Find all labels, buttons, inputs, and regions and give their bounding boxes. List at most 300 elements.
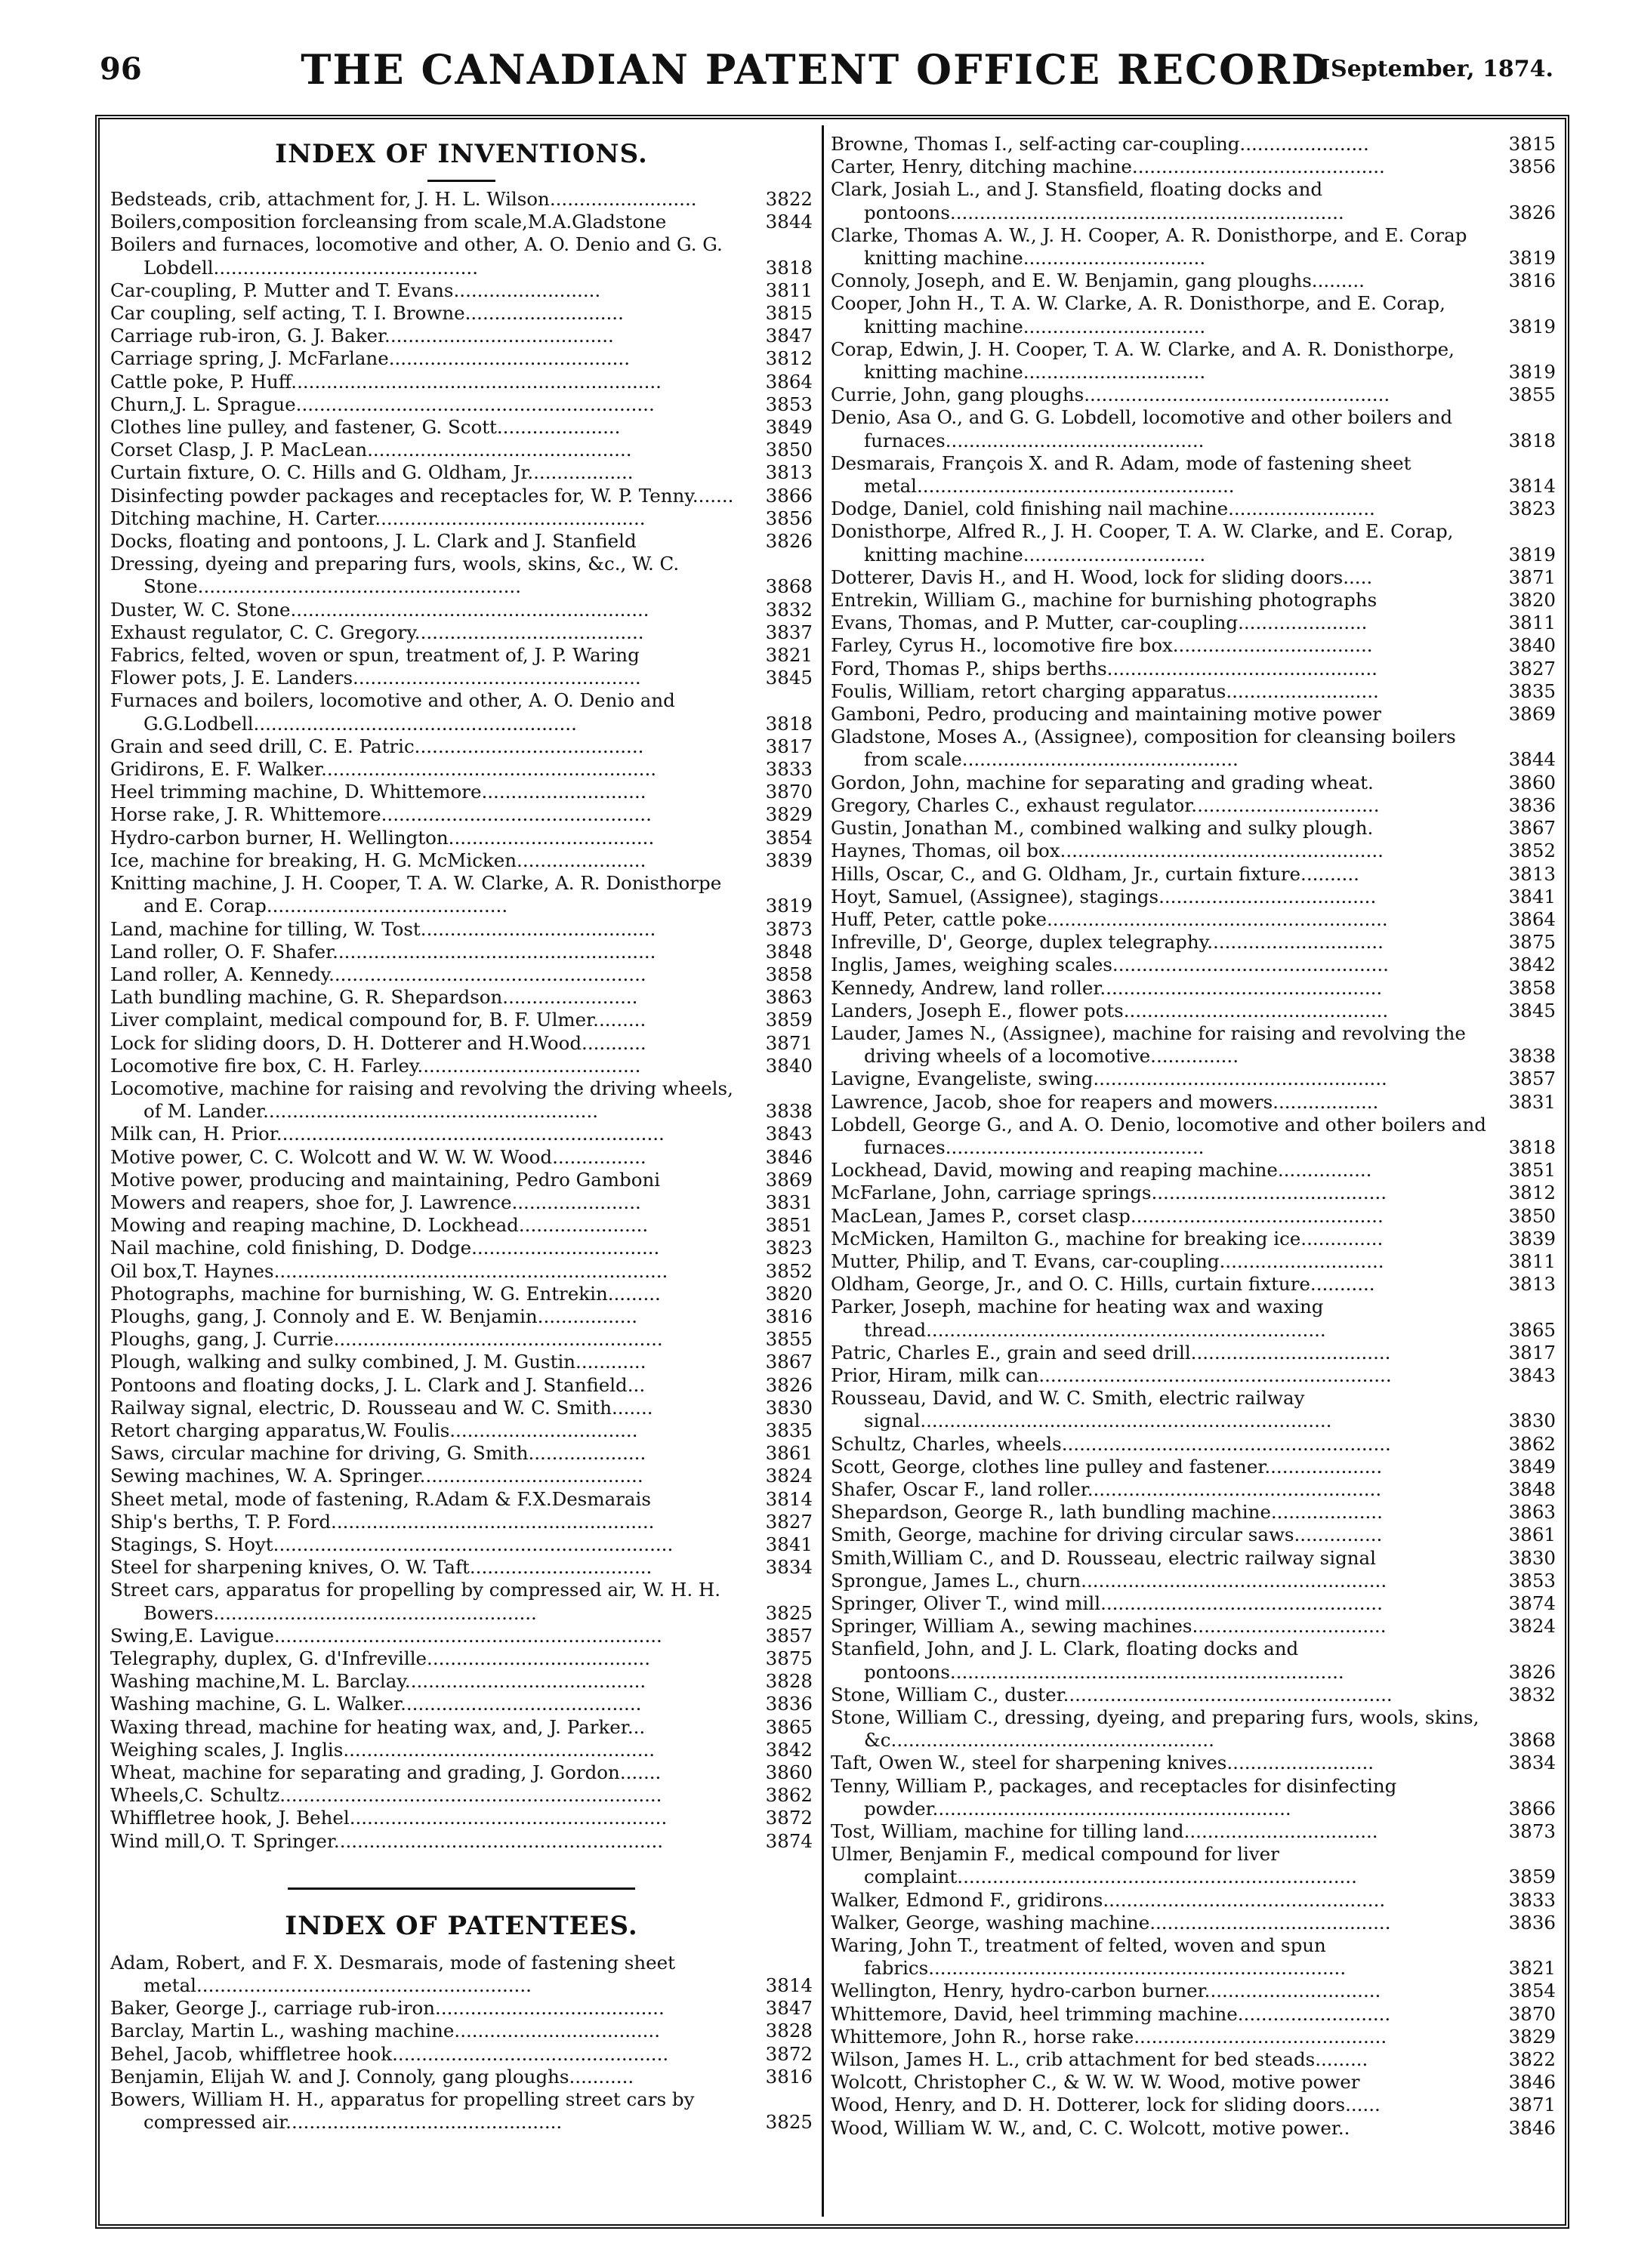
publication-title: THE CANADIAN PATENT OFFICE RECORD — [301, 45, 1328, 94]
entry-text: Springer, William A., sewing machines................................. — [831, 1615, 1387, 1638]
invention-entry — [110, 1511, 813, 1533]
patent-number: 3840 — [1508, 634, 1556, 657]
patentee-entry — [831, 658, 1556, 680]
patent-number: 3868 — [765, 575, 813, 598]
patent-number: 3870 — [1508, 2002, 1556, 2025]
entry-text: Ship's berths, T. P. Ford....................................................... — [110, 1510, 655, 1533]
entry-text: Duster, W. C. Stone............................................................. — [110, 598, 649, 621]
invention-entry — [110, 416, 813, 439]
page-number: 96 — [100, 51, 142, 87]
entry-text: Lobdell, George G., and A. O. Denio, locomotive and other boilers and furnaces............................................ — [831, 1113, 1486, 1158]
patent-number: 3848 — [1508, 1478, 1556, 1500]
entry-text: Corap, Edwin, J. H. Cooper, T. A. W. Clarke, and A. R. Donisthorpe, knitting machine............................... — [831, 337, 1455, 384]
patent-number: 3820 — [1508, 589, 1556, 612]
entry-text: Benjamin, Elijah W. and J. Connoly, gang ploughs........... — [110, 2065, 634, 2088]
patent-number: 3872 — [765, 2042, 813, 2065]
invention-entry — [110, 849, 813, 872]
invention-entry — [110, 1055, 813, 1077]
entry-text: Lavigne, Evangeliste, swing.................................................. — [831, 1068, 1387, 1090]
patent-number: 3849 — [1508, 1455, 1556, 1478]
patent-number: 3871 — [1508, 2094, 1556, 2116]
patentee-entry — [831, 2048, 1556, 2071]
patent-number: 3873 — [1508, 1820, 1556, 1843]
patentee-entry — [831, 498, 1556, 520]
patent-number: 3817 — [1508, 1341, 1556, 1364]
patent-number: 3851 — [765, 1214, 813, 1237]
patentee-entry — [831, 886, 1556, 908]
invention-entry — [110, 1761, 813, 1784]
entry-text: Railway signal, electric, D. Rousseau and W. C. Smith....... — [110, 1396, 653, 1419]
entry-text: Waring, John T., treatment of felted, woven and spun fabrics....................................................................... — [831, 1934, 1347, 1980]
patentees-heading: INDEX OF PATENTEES. — [285, 1910, 638, 1941]
patent-number: 3854 — [1508, 1980, 1556, 2002]
invention-entry — [110, 1260, 813, 1283]
patent-number: 3815 — [765, 302, 813, 325]
patent-number: 3811 — [765, 279, 813, 301]
entry-text: Mutter, Philip, and T. Evans, car-coupling............................ — [831, 1250, 1384, 1272]
patentee-entry — [831, 224, 1556, 270]
invention-entry — [110, 1442, 813, 1465]
patent-number: 3829 — [765, 803, 813, 826]
patentee-entry — [831, 1273, 1556, 1296]
entry-text: Whittemore, David, heel trimming machine.......................... — [831, 2002, 1391, 2025]
entry-text: Locomotive fire box, C. H. Farley...................................... — [110, 1054, 641, 1077]
issue-date: [September, 1874. — [1319, 56, 1553, 82]
entry-text: Flower pots, J. E. Landers................................................. — [110, 667, 641, 689]
entry-text: Stone, William C., duster........................................................ — [831, 1683, 1393, 1706]
entry-text: Ford, Thomas P., ships berths.............................................. — [831, 657, 1378, 679]
entry-text: Connoly, Joseph, and E. W. Benjamin, gang ploughs......... — [831, 270, 1365, 292]
invention-entry — [110, 347, 813, 370]
patentee-entry — [831, 1912, 1556, 1934]
invention-entry — [110, 1374, 813, 1397]
patent-number: 3862 — [1508, 1432, 1556, 1455]
patentee-entry — [831, 612, 1556, 634]
patentee-entry — [831, 1592, 1556, 1615]
entry-text: Fabrics, felted, woven or spun, treatment of, J. P. Waring — [110, 644, 640, 667]
entry-text: Adam, Robert, and F. X. Desmarais, mode of fastening sheet metal......................................................... — [110, 1951, 676, 1997]
patentee-entry — [831, 1524, 1556, 1546]
patent-number: 3826 — [765, 1373, 813, 1396]
patent-number: 3841 — [765, 1533, 813, 1555]
patentee-entry — [831, 680, 1556, 703]
entry-text: Dotterer, Davis H., and H. Wood, lock for sliding doors..... — [831, 565, 1373, 588]
patent-number: 3847 — [765, 325, 813, 347]
entry-text: Disinfecting powder packages and receptacles for, W. P. Tenny....... — [110, 484, 734, 507]
invention-entry — [110, 1739, 813, 1761]
entry-text: Knitting machine, J. H. Cooper, T. A. W. Clarke, A. R. Donisthorpe and E. Corap......................................... — [110, 872, 722, 917]
patent-number: 3874 — [1508, 1592, 1556, 1614]
entry-text: Hoyt, Samuel, (Assignee), stagings..................................... — [831, 885, 1377, 908]
patentee-entry — [831, 452, 1556, 498]
inventions-list — [110, 188, 813, 1853]
patentee-entry — [831, 1980, 1556, 2002]
invention-entry — [110, 599, 813, 621]
invention-entry — [110, 507, 813, 530]
patent-number: 3844 — [765, 211, 813, 233]
invention-entry — [110, 1830, 813, 1853]
patent-number: 3838 — [1508, 1045, 1556, 1068]
patent-number: 3827 — [1508, 657, 1556, 679]
patentee-entry — [831, 794, 1556, 817]
patent-number: 3850 — [1508, 1204, 1556, 1227]
patent-number: 3863 — [765, 986, 813, 1009]
invention-entry — [110, 872, 813, 917]
patent-number: 3828 — [765, 1670, 813, 1693]
patent-number: 3826 — [1508, 201, 1556, 223]
entry-text: Land, machine for tilling, W. Tost........................................ — [110, 917, 656, 940]
entry-text: Wilson, James H. L., crib attachment for bed steads......... — [831, 2048, 1368, 2071]
patent-number: 3867 — [1508, 817, 1556, 840]
entry-text: Sheet metal, mode of fastening, R.Adam & F.X.Desmarais — [110, 1487, 651, 1510]
entry-text: Hills, Oscar, C., and G. Oldham, Jr., curtain fixture.......... — [831, 862, 1359, 885]
entry-text: Patric, Charles E., grain and seed drill.................................. — [831, 1341, 1391, 1364]
patent-number: 3816 — [765, 1305, 813, 1327]
patent-number: 3814 — [1508, 475, 1556, 498]
patent-number: 3853 — [1508, 1569, 1556, 1592]
patentee-entry — [831, 1843, 1556, 1888]
patentee-entry — [831, 840, 1556, 862]
entry-text: Clarke, Thomas A. W., J. H. Cooper, A. R. Donisthorpe, and E. Corap knitting machine............................... — [831, 223, 1467, 270]
patent-number: 3819 — [1508, 247, 1556, 270]
invention-entry — [110, 1647, 813, 1670]
patent-number: 3861 — [1508, 1524, 1556, 1546]
entry-text: Land roller, O. F. Shafer....................................................... — [110, 940, 656, 963]
entry-text: Cattle poke, P. Huff............................................................... — [110, 370, 662, 393]
entry-text: Wood, Henry, and D. H. Dotterer, lock for sliding doors...... — [831, 2094, 1381, 2116]
patent-number: 3818 — [1508, 1136, 1556, 1158]
invention-entry — [110, 325, 813, 347]
patent-number: 3816 — [765, 2065, 813, 2088]
patent-number: 3857 — [765, 1624, 813, 1647]
patent-number: 3812 — [765, 347, 813, 370]
patent-number: 3834 — [765, 1556, 813, 1579]
patent-number: 3843 — [1508, 1364, 1556, 1386]
patent-number: 3813 — [1508, 1273, 1556, 1296]
patent-number: 3846 — [1508, 2071, 1556, 2094]
patent-number: 3837 — [765, 621, 813, 643]
patent-number: 3874 — [765, 1829, 813, 1852]
entry-text: McFarlane, John, carriage springs........................................ — [831, 1182, 1387, 1204]
entry-text: Gustin, Jonathan M., combined walking and sulky plough. — [831, 817, 1374, 840]
entry-text: Docks, floating and pontoons, J. L. Clark and J. Stanfield — [110, 530, 637, 553]
patentee-entry — [831, 2094, 1556, 2116]
patent-number: 3865 — [765, 1715, 813, 1738]
invention-entry — [110, 1123, 813, 1145]
patentee-entry — [110, 2066, 813, 2088]
entry-text: Clark, Josiah L., and J. Stansfield, floating docks and pontoons................................................................... — [831, 178, 1344, 223]
patentee-entry — [831, 2003, 1556, 2026]
invention-entry — [110, 553, 813, 598]
patent-number: 3821 — [765, 644, 813, 667]
entry-text: Foulis, William, retort charging apparatus.......................... — [831, 679, 1379, 702]
patent-number: 3868 — [1508, 1729, 1556, 1752]
entry-text: Churn,J. L. Sprague............................................................. — [110, 393, 655, 415]
entry-text: Lath bundling machine, G. R. Shepardson....................... — [110, 986, 638, 1009]
patentee-entry — [831, 1706, 1556, 1752]
patentees-list-left — [110, 1952, 813, 2134]
entry-text: Lockhead, David, mowing and reaping machine................ — [831, 1159, 1372, 1182]
entry-text: Stone, William C., dressing, dyeing, and preparing furs, wools, skins, &c....................................................... — [831, 1706, 1479, 1752]
entry-text: Furnaces and boilers, locomotive and other, A. O. Denio and G.G.Lodbell....................................................... — [110, 689, 675, 735]
patentee-entry — [110, 1952, 813, 1997]
invention-entry — [110, 1305, 813, 1328]
patent-number: 3830 — [1508, 1546, 1556, 1569]
patent-number: 3842 — [1508, 954, 1556, 976]
invention-entry — [110, 1488, 813, 1511]
entry-text: Ice, machine for breaking, H. G. McMicken...................... — [110, 849, 646, 871]
patentee-entry — [831, 1615, 1556, 1638]
invention-entry — [110, 1807, 813, 1829]
patentee-entry — [831, 178, 1556, 223]
patent-number: 3860 — [1508, 771, 1556, 793]
section-rule — [288, 1887, 635, 1890]
invention-entry — [110, 1283, 813, 1305]
patent-number: 3846 — [765, 1145, 813, 1168]
entry-text: Milk can, H. Prior.................................................................. — [110, 1123, 665, 1145]
patent-number: 3820 — [765, 1282, 813, 1305]
patent-number: 3814 — [765, 1487, 813, 1510]
patent-number: 3830 — [765, 1396, 813, 1419]
entry-text: Wheels,C. Schultz................................................................. — [110, 1784, 662, 1807]
patent-number: 3858 — [765, 963, 813, 985]
invention-entry — [110, 1077, 813, 1123]
inventions-heading: INDEX OF INVENTIONS. — [275, 139, 648, 169]
patent-number: 3824 — [1508, 1615, 1556, 1638]
entry-text: Gladstone, Moses A., (Assignee), composition for cleansing boilers from scale............................................... — [831, 726, 1456, 771]
entry-text: Taft, Owen W., steel for sharpening knives......................... — [831, 1752, 1374, 1774]
entry-text: Grain and seed drill, C. E. Patric....................................... — [110, 735, 644, 757]
patentee-entry — [831, 1364, 1556, 1387]
entry-text: Parker, Joseph, machine for heating wax and waxing thread.................................................................... — [831, 1296, 1326, 1341]
patent-number: 3852 — [1508, 840, 1556, 862]
patent-number: 3864 — [765, 370, 813, 393]
invention-entry — [110, 1625, 813, 1647]
patentee-entry — [831, 1820, 1556, 1843]
patent-number: 3862 — [765, 1784, 813, 1807]
patentee-entry — [831, 1000, 1556, 1022]
patentee-entry — [831, 1114, 1556, 1159]
page-header — [0, 45, 1629, 113]
entry-text: Donisthorpe, Alfred R., J. H. Cooper, T. A. W. Clarke, and E. Corap, knitting machine............................... — [831, 520, 1454, 565]
entry-text: Ploughs, gang, J. Connoly and E. W. Benjamin................. — [110, 1305, 638, 1327]
patent-number: 3818 — [1508, 429, 1556, 451]
patent-number: 3819 — [1508, 361, 1556, 384]
entry-text: Wood, William W. W., and, C. C. Wolcott, motive power.. — [831, 2116, 1350, 2139]
invention-entry — [110, 485, 813, 507]
patent-number: 3840 — [765, 1054, 813, 1077]
entry-text: Bowers, William H. H., apparatus for propelling street cars by compressed air............................................... — [110, 2088, 695, 2134]
entry-text: Prior, Hiram, milk can............................................................ — [831, 1364, 1392, 1386]
patent-number: 3838 — [765, 1100, 813, 1123]
patent-number: 3841 — [1508, 885, 1556, 908]
invention-entry — [110, 1670, 813, 1693]
patent-number: 3849 — [765, 416, 813, 439]
entry-text: Shepardson, George R., lath bundling machine................... — [831, 1501, 1383, 1524]
patent-number: 3858 — [1508, 976, 1556, 999]
entry-text: Retort charging apparatus,W. Foulis................................ — [110, 1419, 638, 1441]
patent-number: 3825 — [765, 1601, 813, 1624]
entry-text: Lauder, James N., (Assignee), machine for raising and revolving the driving wheels of a locomotive............... — [831, 1022, 1466, 1068]
patentee-entry — [110, 2020, 813, 2042]
entry-text: Tenny, William P., packages, and receptacles for disinfecting powder............................................................. — [831, 1774, 1397, 1820]
invention-entry — [110, 1009, 813, 1031]
patentee-entry — [831, 1934, 1556, 1980]
patent-number: 3845 — [1508, 999, 1556, 1022]
patent-number: 3866 — [1508, 1797, 1556, 1820]
entry-text: Whittemore, John R., horse rake........................................... — [831, 2025, 1387, 2048]
patent-number: 3859 — [1508, 1866, 1556, 1888]
patent-number: 3823 — [765, 1237, 813, 1259]
invention-entry — [110, 1328, 813, 1351]
invention-entry — [110, 1237, 813, 1259]
invention-entry — [110, 735, 813, 758]
invention-entry — [110, 233, 813, 279]
patent-number: 3848 — [765, 940, 813, 963]
patentee-entry — [831, 2026, 1556, 2048]
patent-number: 3870 — [765, 781, 813, 803]
entry-text: Infreville, D', George, duplex telegraphy.............................. — [831, 931, 1384, 954]
entry-text: Barclay, Martin L., washing machine................................... — [110, 2020, 660, 2042]
entry-text: McMicken, Hamilton G., machine for breaking ice.............. — [831, 1227, 1384, 1250]
entry-text: Plough, walking and sulky combined, J. M. Gustin............ — [110, 1351, 646, 1373]
patent-number: 3835 — [765, 1419, 813, 1441]
patentee-entry — [831, 1478, 1556, 1501]
patent-number: 3846 — [1508, 2116, 1556, 2139]
patentee-entry — [831, 1205, 1556, 1228]
invention-entry — [110, 1579, 813, 1624]
patent-number: 3875 — [765, 1647, 813, 1669]
entry-text: Whiffletree hook, J. Behel...................................................... — [110, 1807, 668, 1829]
patentee-entry — [831, 1501, 1556, 1524]
patent-number: 3836 — [1508, 793, 1556, 816]
entry-text: Boilers and furnaces, locomotive and other, A. O. Denio and G. G. Lobdell............................................. — [110, 233, 723, 279]
patent-number: 3818 — [765, 256, 813, 279]
patent-number: 3817 — [765, 735, 813, 757]
patentee-entry — [831, 156, 1556, 178]
invention-entry — [110, 1716, 813, 1739]
entry-text: Dressing, dyeing and preparing furs, wools, skins, &c., W. C. Stone....................................................... — [110, 553, 680, 598]
entry-text: Baker, George J., carriage rub-iron....................................... — [110, 1997, 665, 2020]
invention-entry — [110, 461, 813, 484]
patent-number: 3836 — [1508, 1911, 1556, 1934]
patentee-entry — [831, 338, 1556, 384]
entry-text: Sewing machines, W. A. Springer...................................... — [110, 1465, 643, 1487]
invention-entry — [110, 393, 813, 416]
patent-number: 3813 — [1508, 862, 1556, 885]
patent-number: 3815 — [1508, 133, 1556, 155]
entry-text: Oldham, George, Jr., and O. C. Hills, curtain fixture........... — [831, 1273, 1375, 1296]
patent-number: 3823 — [1508, 498, 1556, 520]
entry-text: Haynes, Thomas, oil box....................................................... — [831, 840, 1384, 862]
patent-number: 3861 — [765, 1442, 813, 1465]
patentee-entry — [831, 1889, 1556, 1912]
entry-text: Carter, Henry, ditching machine........................................... — [831, 156, 1385, 178]
patent-number: 3833 — [1508, 1888, 1556, 1911]
patent-number: 3866 — [765, 484, 813, 507]
patent-number: 3869 — [1508, 703, 1556, 726]
entry-text: Kennedy, Andrew, land roller................................................ — [831, 976, 1383, 999]
patent-number: 3833 — [765, 758, 813, 781]
entry-text: Heel trimming machine, D. Whittemore............................ — [110, 781, 646, 803]
entry-text: Gregory, Charles C., exhaust regulator................................ — [831, 793, 1380, 816]
patent-number: 3854 — [765, 826, 813, 849]
patentee-entry — [110, 1997, 813, 2020]
entry-text: Oil box,T. Haynes................................................................... — [110, 1259, 668, 1282]
patent-number: 3857 — [1508, 1068, 1556, 1090]
patent-number: 3875 — [1508, 931, 1556, 954]
patentee-entry — [831, 520, 1556, 565]
patentee-entry — [831, 2117, 1556, 2140]
invention-entry — [110, 689, 813, 735]
patent-number: 3811 — [1508, 1250, 1556, 1272]
patent-number: 3826 — [765, 530, 813, 553]
entry-text: Saws, circular machine for driving, G. Smith.................... — [110, 1442, 646, 1465]
patentee-entry — [831, 1387, 1556, 1432]
entry-text: Waxing thread, machine for heating wax, and, J. Parker... — [110, 1715, 646, 1738]
patent-number: 3813 — [765, 461, 813, 484]
entry-text: Cooper, John H., T. A. W. Clarke, A. R. Donisthorpe, and E. Corap, knitting machine............................... — [831, 292, 1445, 337]
entry-text: Exhaust regulator, C. C. Gregory....................................... — [110, 621, 644, 643]
invention-entry — [110, 918, 813, 941]
patentees-list-right — [831, 133, 1556, 2140]
entry-text: Landers, Joseph E., flower pots............................................. — [831, 999, 1389, 1022]
entry-text: Carriage spring, J. McFarlane......................................... — [110, 347, 631, 370]
invention-entry — [110, 530, 813, 553]
patent-number: 3845 — [765, 667, 813, 689]
invention-entry — [110, 1214, 813, 1237]
patentee-entry — [831, 931, 1556, 954]
patentee-entry — [831, 270, 1556, 292]
patent-number: 3825 — [765, 2111, 813, 2134]
patent-number: 3864 — [1508, 908, 1556, 930]
invention-entry — [110, 667, 813, 689]
patent-number: 3831 — [765, 1191, 813, 1213]
patentee-entry — [831, 772, 1556, 794]
invention-entry — [110, 1032, 813, 1055]
patentee-entry — [110, 2043, 813, 2066]
patentee-entry — [831, 726, 1556, 771]
patentee-entry — [831, 1684, 1556, 1706]
entry-text: Smith, George, machine for driving circular saws............... — [831, 1524, 1383, 1546]
patentee-entry — [831, 817, 1556, 840]
patent-number: 3814 — [765, 1974, 813, 1997]
entry-text: Pontoons and floating docks, J. L. Clark and J. Stanfield... — [110, 1373, 646, 1396]
entry-text: Sprongue, James L., churn.................................................... — [831, 1569, 1387, 1592]
patent-number: 3847 — [765, 1997, 813, 2020]
entry-text: Carriage rub-iron, G. J. Baker....................................... — [110, 325, 614, 347]
entry-text: Mowing and reaping machine, D. Lockhead...................... — [110, 1214, 649, 1237]
patentee-entry — [831, 863, 1556, 886]
entry-text: Street cars, apparatus for propelling by compressed air, W. H. H. Bowers....................................................... — [110, 1579, 721, 1624]
entry-text: Inglis, James, weighing scales............................................... — [831, 954, 1389, 976]
patent-number: 3852 — [765, 1259, 813, 1282]
patent-number: 3826 — [1508, 1660, 1556, 1683]
entry-text: Land roller, A. Kennedy...................................................... — [110, 963, 646, 985]
entry-text: Walker, George, washing machine......................................... — [831, 1911, 1391, 1934]
patentee-entry — [831, 566, 1556, 589]
entry-text: Entrekin, William G., machine for burnishing photographs — [831, 589, 1378, 612]
invention-entry — [110, 439, 813, 461]
patent-number: 3856 — [765, 507, 813, 529]
entry-text: Corset Clasp, J. P. MacLean............................................. — [110, 439, 632, 461]
patentee-entry — [831, 292, 1556, 337]
patent-number: 3818 — [765, 712, 813, 735]
invention-entry — [110, 188, 813, 211]
patent-number: 3871 — [1508, 565, 1556, 588]
entry-text: Curtain fixture, O. C. Hills and G. Oldham, Jr.................. — [110, 461, 634, 484]
entry-text: Car coupling, self acting, T. I. Browne........................... — [110, 302, 624, 325]
